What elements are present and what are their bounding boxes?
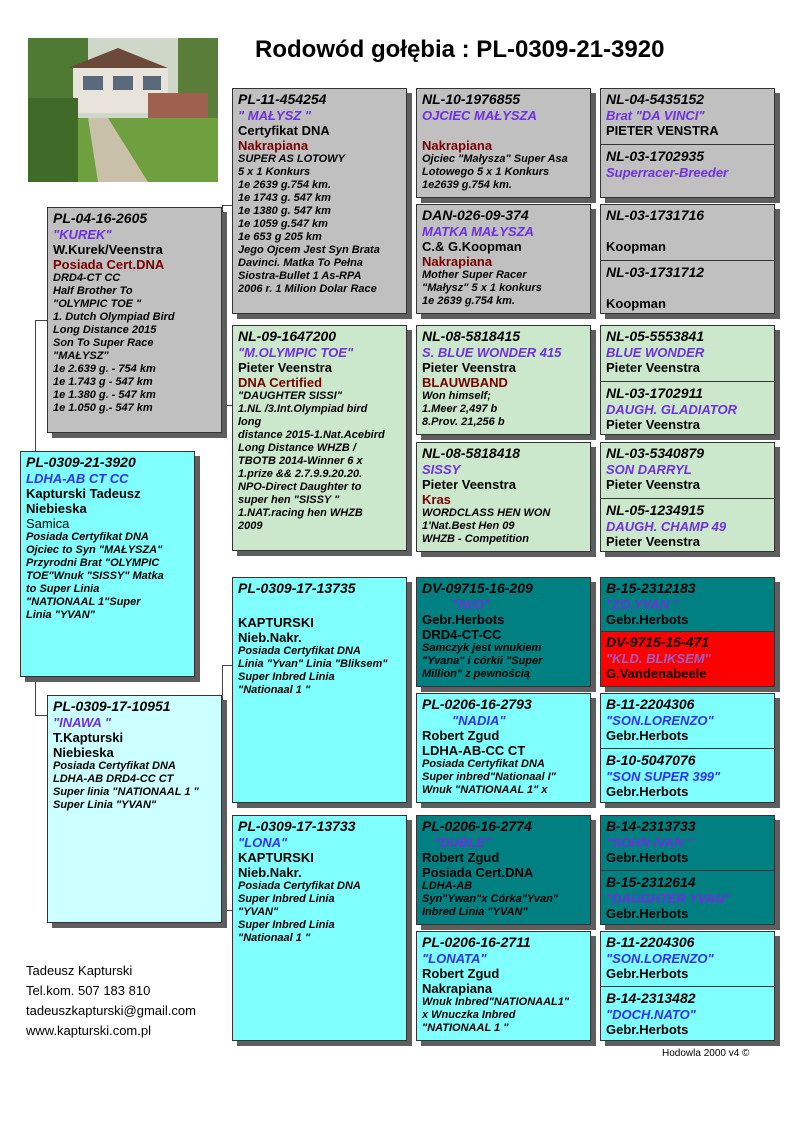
gen3-line1 <box>422 123 585 138</box>
sire-card[interactable] <box>47 207 222 433</box>
gen4-pair-1[interactable] <box>600 88 775 198</box>
connector-line <box>222 665 232 666</box>
gen4-name: "DOCH.NATO" <box>606 1007 696 1022</box>
connector-line <box>222 910 232 911</box>
connector-line <box>222 205 232 206</box>
gen4-owner: Gebr.Herbots <box>606 906 689 921</box>
divider <box>601 986 774 987</box>
contact-phone: Tel.kom. 507 183 810 <box>26 983 151 998</box>
gen3-line1: C.& G.Koopman <box>422 239 522 254</box>
divider <box>601 260 774 261</box>
gen3-card-1[interactable] <box>416 88 591 198</box>
gen4-ring: B-15-2312614 <box>606 874 696 890</box>
gen4-card-12[interactable] <box>601 750 725 801</box>
dd-color: Nieb.Nakr. <box>238 865 302 880</box>
gen3-card-2[interactable] <box>416 204 591 314</box>
gen4-owner: Gebr.Herbots <box>606 728 689 743</box>
ss-color: Nakrapiana <box>238 138 309 153</box>
gen4-owner: Pieter Veenstra <box>606 477 700 492</box>
gen4-card-9[interactable] <box>601 578 774 632</box>
dd-owner: KAPTURSKI <box>238 850 314 865</box>
subject-name: LDHA-AB CT CC <box>26 471 129 486</box>
gen4-name: "SON.LORENZO" <box>606 713 714 728</box>
gen4-pair-5[interactable] <box>600 577 775 687</box>
gen4-card-13[interactable] <box>601 816 774 872</box>
connector-line <box>222 205 223 405</box>
gen3-card-8[interactable] <box>416 931 591 1041</box>
gen4-name <box>606 281 704 296</box>
dam-sire-card[interactable] <box>232 577 407 803</box>
gen4-owner: Gebr.Herbots <box>606 966 689 981</box>
gen3-line2: Kras <box>422 492 451 507</box>
gen4-ring: NL-04-5435152 <box>606 91 705 107</box>
gen3-line1: Robert Zgud <box>422 728 500 743</box>
gen4-owner: Gebr.Herbots <box>606 612 689 627</box>
contact-website[interactable]: www.kapturski.com.pl <box>26 1023 151 1038</box>
gen4-card-1[interactable] <box>601 89 774 145</box>
gen3-ring: PL-0206-16-2711 <box>422 934 531 950</box>
gen4-name: "DAUGHTER YVAN" <box>606 891 731 906</box>
gen3-notes: Wnuk Inbred"NATIONAAL1" x Wnuczka Inbred "NATIONAAL 1 " <box>422 996 570 1034</box>
connector-line <box>222 405 232 406</box>
gen4-name: "KLD. BLIKSEM" <box>606 651 711 666</box>
gen4-name: "SOHN IVAN " <box>606 835 694 850</box>
gen3-line2: BLAUWBAND <box>422 375 508 390</box>
gen4-card-7[interactable] <box>601 443 774 499</box>
gen3-notes: Won himself; 1.Meer 2,497 b 8.Prov. 21,256 b <box>422 390 505 428</box>
gen4-owner: G.Vandenabeele <box>606 666 707 681</box>
divider <box>601 870 774 871</box>
sd-name: "M.OLYMPIC TOE" <box>238 345 354 360</box>
gen4-ring: NL-05-1234915 <box>606 502 705 518</box>
gen3-ring: PL-0206-16-2774 <box>422 818 532 834</box>
sire-name: "KUREK" <box>53 227 112 242</box>
dam-notes: Posiada Certyfikat DNA LDHA-AB DRD4-CC CT Super linia "NATIONAAL 1 " Super Linia "YVAN" <box>53 760 199 811</box>
gen4-name: "SON.LORENZO" <box>606 951 714 966</box>
dd-name: "LONA" <box>238 835 288 850</box>
subject-notes: Posiada Certyfikat DNA Ojciec to Syn "MAŁYSZA" Przyrodni Brat "OLYMPIC TOE"Wnuk "SISSY" Matka to Super Linia "NATIONAAL 1"Super Linia "YVAN" <box>26 531 164 621</box>
gen3-card-3[interactable] <box>416 325 591 435</box>
gen3-notes: Ojciec "Małysza" Super Asa Lotowego 5 x 1 Konkurs 1e2639 g.754 km. <box>422 153 568 191</box>
gen3-ring: PL-0206-16-2793 <box>422 696 532 712</box>
gen4-card-11[interactable] <box>601 694 774 750</box>
gen3-line1: Robert Zgud <box>422 966 500 981</box>
divider <box>601 144 774 145</box>
dam-color: Niebieska <box>53 745 114 760</box>
gen4-name: DAUGH. GLADIATOR <box>606 402 737 417</box>
gen4-name: DAUGH. CHAMP 49 <box>606 519 727 534</box>
gen3-line2: Posiada Cert.DNA <box>422 865 534 880</box>
gen3-card-5[interactable] <box>416 577 591 687</box>
subject-card[interactable] <box>20 451 195 677</box>
gen4-owner: Pieter Veenstra <box>606 417 700 432</box>
gen4-owner: Koopman <box>606 239 666 254</box>
gen4-card-5[interactable] <box>601 326 774 382</box>
sire-dam-card[interactable] <box>232 325 407 551</box>
subject-color: Niebieska <box>26 501 87 516</box>
gen4-card-15[interactable] <box>601 932 774 988</box>
ss-ring: PL-11-454254 <box>238 91 327 107</box>
gen3-notes: LDHA-AB Syn"Ywan"x Córka"Yvan" Inbred Linia "YVAN" <box>422 880 559 918</box>
gen3-line2: Nakrapiana <box>422 138 493 153</box>
gen3-name: "DUBLE" <box>434 835 492 850</box>
gen4-card-16[interactable] <box>601 988 701 1039</box>
gen3-notes: Posiada Certyfikat DNA Super inbred"Nationaal I" Wnuk "NATIONAAL 1" x <box>422 758 556 796</box>
gen3-name: "LONATA" <box>422 951 487 966</box>
subject-ring: PL-0309-21-3920 <box>26 454 136 470</box>
dd-notes: Posiada Certyfikat DNA Super Inbred Linia "YVAN" Super Inbred Linia "Nationaal 1 " <box>238 880 361 944</box>
gen3-line1: Robert Zgud <box>422 850 500 865</box>
contact-block <box>26 961 196 1041</box>
gen3-name: SISSY <box>422 462 461 477</box>
gen4-owner: Gebr.Herbots <box>606 1022 689 1037</box>
gen3-notes: Mother Super Racer "Małysz" 5 x 1 konkurs 1e 2639 g.754 km. <box>422 269 542 307</box>
gen4-name: SON DARRYL <box>606 462 692 477</box>
gen4-pair-8[interactable] <box>600 931 775 1041</box>
ds-owner: KAPTURSKI <box>238 615 314 630</box>
divider <box>601 498 774 499</box>
gen4-owner: Gebr.Herbots <box>606 784 689 799</box>
gen4-ring: B-10-5047076 <box>606 752 696 768</box>
gen4-name: Superracer-Breeder <box>606 165 729 180</box>
gen4-ring: NL-03-1731712 <box>606 264 705 280</box>
gen4-owner: Koopman <box>606 296 666 311</box>
gen4-ring: NL-03-5340879 <box>606 445 705 461</box>
gen4-card-14[interactable] <box>601 872 736 923</box>
dam-name: "INAWA " <box>53 715 112 730</box>
gen4-card-2[interactable] <box>601 146 733 182</box>
dam-card[interactable] <box>47 695 222 923</box>
gen4-pair-2[interactable] <box>600 204 775 314</box>
gen4-card-8[interactable] <box>601 500 731 551</box>
divider <box>601 748 774 749</box>
connector-line <box>35 320 47 321</box>
gen3-ring: DV-09715-16-209 <box>422 580 533 596</box>
gen4-ring: NL-03-1731716 <box>606 207 705 223</box>
ss-notes: SUPER AS LOTOWY 5 x 1 Konkurs 1e 2639 g.754 km. 1e 1743 g. 547 km 1e 1380 g. 547 km 1e 1059 g.547 km 1e 653 g 205 km Jego Ojcem Jest Syn Brata Davinci. Matka To Pełna Siostra-Bullet 1 As-RPA 2006 r. 1 Milion Dolar Race <box>238 153 380 295</box>
loft-photo <box>28 38 218 182</box>
gen4-ring: B-11-2204306 <box>606 696 695 712</box>
gen4-ring: B-11-2204306 <box>606 934 695 950</box>
gen4-card-10[interactable] <box>601 632 774 686</box>
gen3-line1: Pieter Veenstra <box>422 360 516 375</box>
gen4-name <box>606 224 769 239</box>
divider <box>601 381 774 382</box>
gen3-name: MATKA MAŁYSZA <box>422 224 534 239</box>
gen3-name: "IWO" <box>452 597 491 612</box>
gen3-ring: NL-08-5818418 <box>422 445 521 461</box>
gen4-card-4[interactable] <box>601 262 709 313</box>
footer-credit: Hodowla 2000 v4 © <box>662 1048 750 1059</box>
gen3-notes: WORDCLASS HEN WON 1'Nat.Best Hen 09 WHZB - Competition <box>422 507 551 545</box>
ss-name: " MAŁYSZ " <box>238 108 311 123</box>
gen3-card-4[interactable] <box>416 442 591 552</box>
gen3-name: "NADIA" <box>452 713 506 728</box>
gen3-line1: Gebr.Herbots <box>422 612 505 627</box>
gen3-ring: DAN-026-09-374 <box>422 207 529 223</box>
gen3-notes: Samczyk jest wnukiem "Yvana" i córkii "Super Million" z pewnością <box>422 642 543 680</box>
sd-notes: "DAUGHTER SISSI" 1.NL /3.Int.Olympiad bird long distance 2015-1.Nat.Acebird Long Distance WHZB / TBOTB 2014-Winner 6 x 1.prize && 2.7.9.9.20.20. NPO-Direct Daughter to super hen "SISSY " 1.NAT.racing hen WHZB 2009 <box>238 390 385 532</box>
gen4-name: BLUE WONDER <box>606 345 705 360</box>
dam-owner: T.Kapturski <box>53 730 124 745</box>
gen4-pair-4[interactable] <box>600 442 775 552</box>
gen4-card-6[interactable] <box>601 383 742 434</box>
gen4-name: "SON SUPER 399" <box>606 769 721 784</box>
ss-cert: Certyfikat DNA <box>238 123 330 138</box>
gen4-owner: PIETER VENSTRA <box>606 123 719 138</box>
gen4-ring: NL-03-1702911 <box>606 385 704 401</box>
sire-cert: Posiada Cert.DNA <box>53 257 165 272</box>
contact-name: Tadeusz Kapturski <box>26 963 133 978</box>
sd-owner: Pieter Veenstra <box>238 360 332 375</box>
sd-cert: DNA Certified <box>238 375 323 390</box>
sd-ring: NL-09-1647200 <box>238 328 337 344</box>
dd-ring: PL-0309-17-13733 <box>238 818 356 834</box>
gen3-line2: LDHA-AB-CC CT <box>422 743 526 758</box>
page-title: Rodowód gołębia : PL-0309-21-3920 <box>255 36 665 63</box>
subject-sex: Samica <box>26 516 70 531</box>
gen3-ring: NL-08-5818415 <box>422 328 521 344</box>
sire-notes: DRD4-CT CC Half Brother To "OLYMPIC TOE " 1. Dutch Olympiad Bird Long Distance 2015 Son To Super Race "MAŁYSZ" 1e 2.639 g. - 754 km 1e 1.743 g - 547 km 1e 1.380 g. - 547 km 1e 1.050 g.- 547 km <box>53 272 175 414</box>
ds-color: Nieb.Nakr. <box>238 630 302 645</box>
gen4-pair-7[interactable] <box>600 815 775 925</box>
sire-owner: W.Kurek/Veenstra <box>53 242 163 257</box>
subject-owner: Kapturski Tadeusz <box>26 486 141 501</box>
gen3-name: OJCIEC MAŁYSZA <box>422 108 537 123</box>
connector-line <box>222 665 223 910</box>
connector-line <box>35 715 47 716</box>
gen4-ring: B-15-2312183 <box>606 580 696 596</box>
ds-notes: Posiada Certyfikat DNA Linia "Yvan" Linia "Bliksem" Super Inbred Linia "Nationaal 1 " <box>238 645 388 696</box>
dam-ring: PL-0309-17-10951 <box>53 698 171 714</box>
gen4-ring: NL-05-5553841 <box>606 328 705 344</box>
gen4-name: "ZO.YVAN " <box>606 597 679 612</box>
sire-ring: PL-04-16-2605 <box>53 210 148 226</box>
gen3-line1: Pieter Veenstra <box>422 477 516 492</box>
gen4-owner: Pieter Veenstra <box>606 534 700 549</box>
gen4-ring: NL-03-1702935 <box>606 148 705 164</box>
contact-email[interactable]: tadeuszkapturski@gmail.com <box>26 1003 196 1018</box>
gen4-pair-3[interactable] <box>600 325 775 435</box>
gen3-card-6[interactable] <box>416 693 591 803</box>
gen4-ring: DV-9715-15-471 <box>606 634 709 650</box>
gen4-owner: Pieter Veenstra <box>606 360 700 375</box>
gen3-ring: NL-10-1976855 <box>422 91 521 107</box>
gen3-line2: Nakrapiana <box>422 981 493 996</box>
gen3-line2: DRD4-CT-CC <box>422 627 502 642</box>
dam-dam-card[interactable] <box>232 815 407 1041</box>
gen3-line2: Nakrapiana <box>422 254 493 269</box>
gen4-pair-6[interactable] <box>600 693 775 803</box>
gen4-name: Brat "DA VINCI" <box>606 108 705 123</box>
sire-sire-card[interactable] <box>232 88 407 314</box>
gen4-card-3[interactable] <box>601 205 774 261</box>
gen4-ring: B-14-2313733 <box>606 818 696 834</box>
gen3-name: S. BLUE WONDER 415 <box>422 345 562 360</box>
gen3-card-7[interactable] <box>416 815 591 925</box>
gen4-ring: B-14-2313482 <box>606 990 696 1006</box>
ds-ring: PL-0309-17-13735 <box>238 580 356 596</box>
gen4-owner: Gebr.Herbots <box>606 850 689 865</box>
